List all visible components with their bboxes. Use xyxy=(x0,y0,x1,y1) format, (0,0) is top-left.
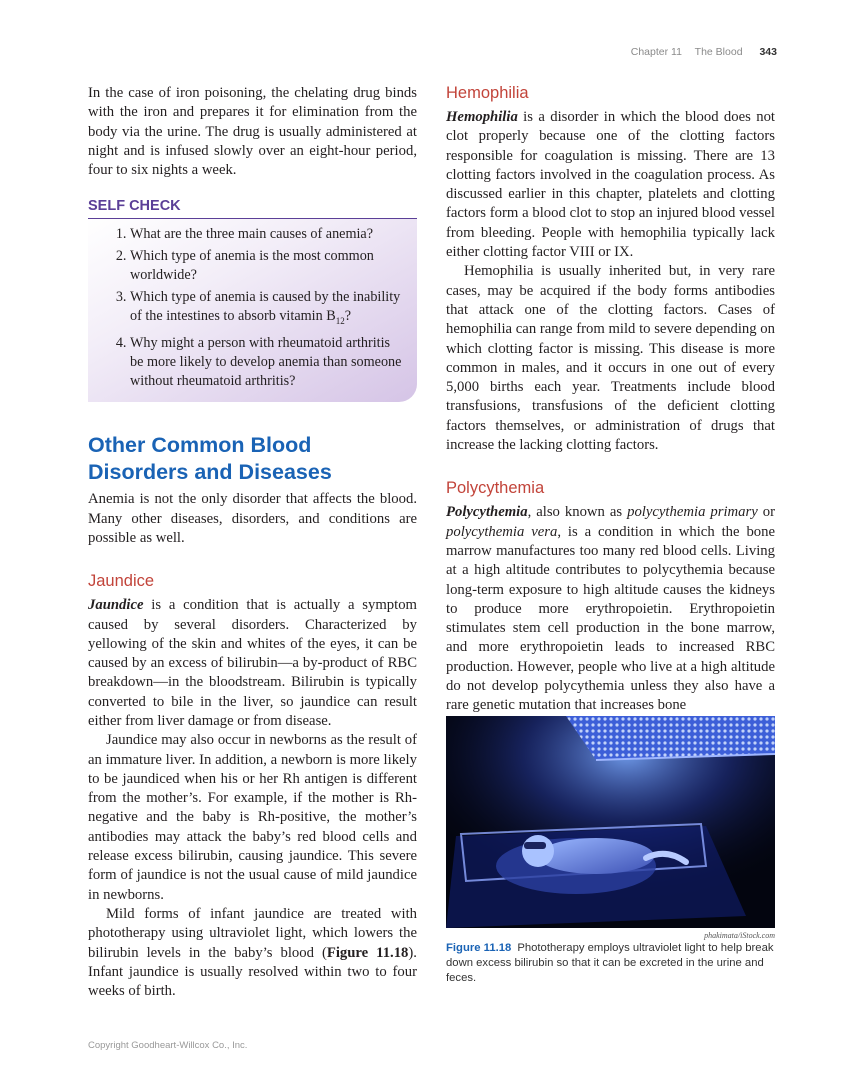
key-term: Hemophilia xyxy=(446,109,518,125)
left-column xyxy=(88,84,417,1001)
alt-term: polycythemia vera xyxy=(446,523,558,540)
chapter-label: Chapter 11 xyxy=(630,46,682,58)
subscript: 12 xyxy=(335,316,345,327)
copyright-footer: Copyright Goodheart-Willcox Co., Inc. xyxy=(88,1040,248,1051)
question-text: Which type of anemia is caused by the inability of the intestines to absorb vitamin B xyxy=(130,289,401,325)
paragraph-text: Mild forms of infant jaundice are treated with phototherapy using ultraviolet light, which lowers the bilirubin levels in the baby’s blood ( xyxy=(88,905,417,961)
jaundice-paragraph-3 xyxy=(88,905,417,1001)
jaundice-paragraph-2: Jaundice may also occur in newborns as the result of an immature liver. In addition, a newborn is more likely to be jaundiced when his or her Rh antigen is different from the mother’s. For example, if the mother is Rh-negative and the baby is Rh-positive, the mother’s antibodies may attack the baby’s red blood cells and release excess bilirubin, causing jaundice. This severe form of jaundice is not the usual cause of mild jaundice in newborns. xyxy=(88,732,417,903)
self-check-question xyxy=(130,288,403,331)
chapter-title: The Blood xyxy=(694,46,743,58)
intro-paragraph: In the case of iron poisoning, the chelating drug binds with the iron and prepares it for elimination from the body via the urine. The drug is usually administered at night and is infused slowly over an eight-hour period, four to six nights a week. xyxy=(88,85,417,179)
jaundice-heading: Jaundice xyxy=(88,572,155,591)
self-check-question: 4. Why might a person with rheumatoid arthritis be more likely to develop anemia than someone without rheumatoid arthritis? xyxy=(130,334,403,391)
self-check-title: SELF CHECK xyxy=(88,198,417,219)
self-check-list xyxy=(102,225,403,391)
figure-reference[interactable]: Figure 11.18 xyxy=(326,944,409,961)
jaundice-paragraph-1 xyxy=(88,596,417,731)
polycythemia-paragraph xyxy=(446,503,775,715)
paragraph-text: or xyxy=(757,504,775,521)
photo-credit: phakimata/iStock.com xyxy=(704,931,775,940)
polycythemia-heading: Polycythemia xyxy=(446,479,545,498)
section-title: Other Common Blood Disorders and Diseases xyxy=(88,433,332,485)
hemophilia-paragraph-2: Hemophilia is usually inherited but, in very rare cases, may be acquired if the body forms antibodies that attack one of the clotting factors. Cases of hemophilia can range from mild to severe depending on which clotting factor is missing. This disease is more common in males, and it occurs in one out of every 5,000 births each year. Treatments include blood transfusions, transfusions of the deficient clotting factors themselves, or administration of drugs that increase the lacking clotting factors. xyxy=(446,263,775,454)
running-header xyxy=(631,46,777,58)
paragraph-text: ). Infant jaundice is usually resolved within two to four weeks of birth. xyxy=(88,944,417,1000)
hemophilia-paragraph-1 xyxy=(446,108,775,262)
paragraph-text: , is a condition in which the bone marrow manufactures too many red blood cells. Living at a high altitude contributes to polycythemia because long-term exposure to high altitude causes the kidneys to produce more erythropoietin. Erythropoietin stimulates stem cell production in the bone marrow, and more erythropoietin leads to increased RBC production. However, people who live at a high altitude do not develop polycythemia unless they also have a rare genetic mutation that increases bone xyxy=(446,523,775,714)
self-check-question: 1. What are the three main causes of anemia? xyxy=(130,225,403,244)
question-end: ? xyxy=(344,308,352,325)
self-check-question: 2. Which type of anemia is the most common worldwide? xyxy=(130,247,403,285)
key-term: Jaundice xyxy=(88,597,144,614)
paragraph-text: , also known as xyxy=(527,504,628,521)
page-number: 343 xyxy=(759,46,777,58)
hemophilia-heading: Hemophilia xyxy=(446,84,529,102)
phototherapy-photo xyxy=(446,716,775,928)
self-check-box xyxy=(88,219,417,402)
caption-text: Phototherapy employs ultraviolet light to help break down excess bilirubin so that it can be excreted in the urine and feces. xyxy=(446,942,774,984)
right-column xyxy=(446,84,775,716)
phototherapy-illustration xyxy=(446,716,775,928)
paragraph-text: is a disorder in which the blood does not clot properly because one of the clotting factors responsible for coagulation is missing. There are 13 clotting factors involved in the coagulation process. As discussed earlier in this chapter, platelets and clotting factors form a blood clot to stop an injured blood vessel from bleeding. People with hemophilia typically lack either clotting factor VIII or IX. xyxy=(446,109,775,261)
figure-caption xyxy=(446,941,775,986)
alt-term: polycythemia primary xyxy=(627,504,758,521)
key-term: Polycythemia xyxy=(446,504,528,521)
section-intro: Anemia is not the only disorder that affects the blood. Many other diseases, disorders, and conditions are possible as well. xyxy=(88,491,417,546)
figure-label: Figure 11.18 xyxy=(446,942,512,954)
paragraph-text: is a condition that is actually a symptom caused by several disorders. Characterized by yellowing of the skin and whites of the eyes, it can be caused by an excess of bilirubin—a by-product of RBC breakdown—in the bloodstream. Bilirubin is typically converted to bile in the liver, so jaundice can result either from liver damage or from disease. xyxy=(88,597,417,729)
